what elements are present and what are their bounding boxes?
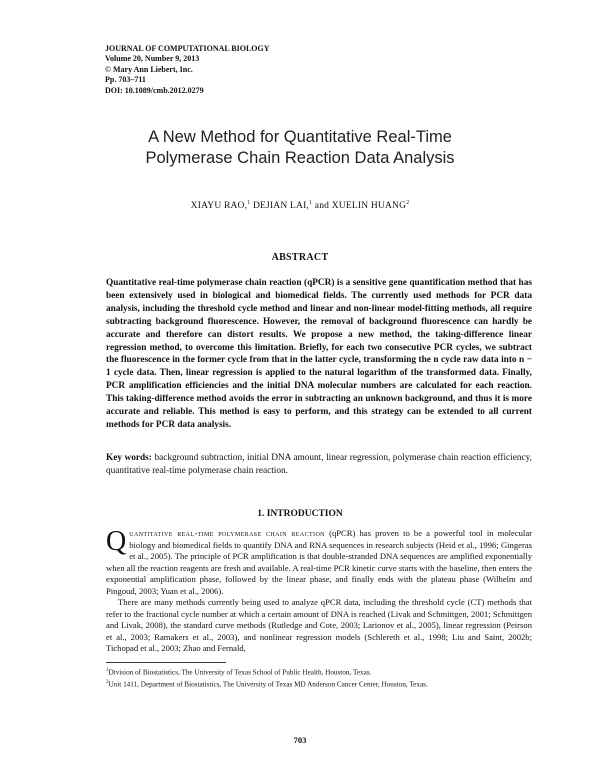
author-3-affiliation: 2 (406, 200, 410, 206)
author-1: XIAYU RAO, (190, 201, 248, 212)
paper-title (60, 127, 540, 169)
keywords (106, 452, 532, 478)
title-line-1: A New Method for Quantitative Real-Time (148, 128, 452, 146)
footnote-2-marker: 2 (106, 679, 109, 685)
page-number: 703 (293, 735, 307, 745)
author-2: DEJIAN LAI, (252, 201, 310, 212)
journal-pages: Pp. 703–711 (105, 75, 146, 85)
journal-volume: Volume 20, Number 9, 2013 (105, 54, 200, 64)
abstract-heading: ABSTRACT (271, 252, 329, 263)
intro-paragraph-1-text: (qPCR) has proven to be a powerful tool in molecular biology and biomedical fields to quantify DNA and RNA sequences in research subjects (Heid et al., 1996; Gingeras et al., 2005). The principle of PCR amplification is that double-stranded DNA sequences are amplified exponentially when all the reaction reagents are fresh and available. A real-time PCR kinetic curve starts with the baseline, then enters the exponential amplification phase, followed by the linear phase, and finally ends with the plateau phase (Wilhelm and Pingoud, 2003; Yuan et al., 2006). (106, 528, 533, 596)
keywords-text: background subtraction, initial DNA amount, linear regression, polymerase chain reaction efficiency, quantitative real-time polymerase chain reaction. (106, 453, 533, 476)
journal-doi: DOI: 10.1089/cmb.2012.0279 (105, 85, 204, 95)
author-2-affiliation: 1 (309, 200, 313, 206)
keywords-label: Key words: (106, 453, 152, 463)
author-3: XUELIN HUANG (331, 201, 407, 212)
title-line-2: Polymerase Chain Reaction Data Analysis (145, 149, 455, 167)
footnote-divider (106, 662, 226, 663)
intro-lead-smallcaps: uantitative real-time polymerase chain reaction (129, 529, 325, 538)
abstract-text: Quantitative real-time polymerase chain reaction (qPCR) is a sensitive gene quantification method that has been extensively used in biological and biomedical fields. The currently used methods for PCR data analysis, including the threshold cycle method and linear and non-linear model-fitting methods, all require subtracting background fluorescence. However, the removal of background fluorescence can hardly be accurate and therefore can distort results. We propose a new method, the taking-difference linear regression method, to overcome this limitation. Briefly, for each two consecutive PCR cycles, we subtract the fluorescence in the former cycle from that in the latter cycle, transforming the n cycle raw data into n − 1 cycle data. Then, linear regression is applied to the natural logarithm of the transformed data. Finally, PCR amplification efficiencies and the initial DNA molecular numbers are calculated for each reaction. This taking-difference method avoids the error in subtracting an unknown background, and thus it is more accurate and reliable. This method is easy to perform, and this strategy can be extended to all current methods for PCR data analysis. (106, 278, 532, 430)
intro-paragraph-1 (106, 528, 532, 597)
author-1-affiliation: 1 (247, 200, 251, 206)
footnote-2-text: Unit 1411, Department of Biostatistics, The University of Texas MD Anderson Cancer Center, Houston, Texas. (108, 680, 428, 689)
footnote-2 (106, 678, 546, 690)
intro-paragraph-2: There are many methods currently being used to analyze qPCR data, including the threshold cycle (CT) methods that refer to the fractional cycle number at which a certain amount of DNA is reached (Livak and Schmittgen, 2001; Schmittgen and Livak, 2008), the standard curve methods (Rutledge and Cote, 2003; Larionov et al., 2005), linear regression (Peirson et al., 2003; Ramakers et al., 2003), and nonlinear regression models (Schlereth et al., 1998; Liu and Saint, 2002b; Tichopad et al., 2003; Zhao and Fernald, (106, 597, 532, 653)
footnote-1-marker: 1 (106, 668, 109, 673)
footnote-1-text: Division of Biostatistics, The University of Texas School of Public Health, Houston, Texas. (108, 668, 372, 677)
drop-cap: Q (106, 526, 127, 557)
author-list (60, 200, 540, 211)
author-conjunction: and (314, 201, 330, 212)
footnote-1 (106, 666, 546, 678)
section-heading-introduction: 1. INTRODUCTION (257, 509, 343, 519)
footnotes (106, 666, 546, 690)
introduction-body (106, 528, 532, 655)
journal-name: JOURNAL OF COMPUTATIONAL BIOLOGY (105, 44, 270, 53)
journal-copyright: © Mary Ann Liebert, Inc. (105, 64, 193, 74)
journal-header (105, 44, 270, 96)
